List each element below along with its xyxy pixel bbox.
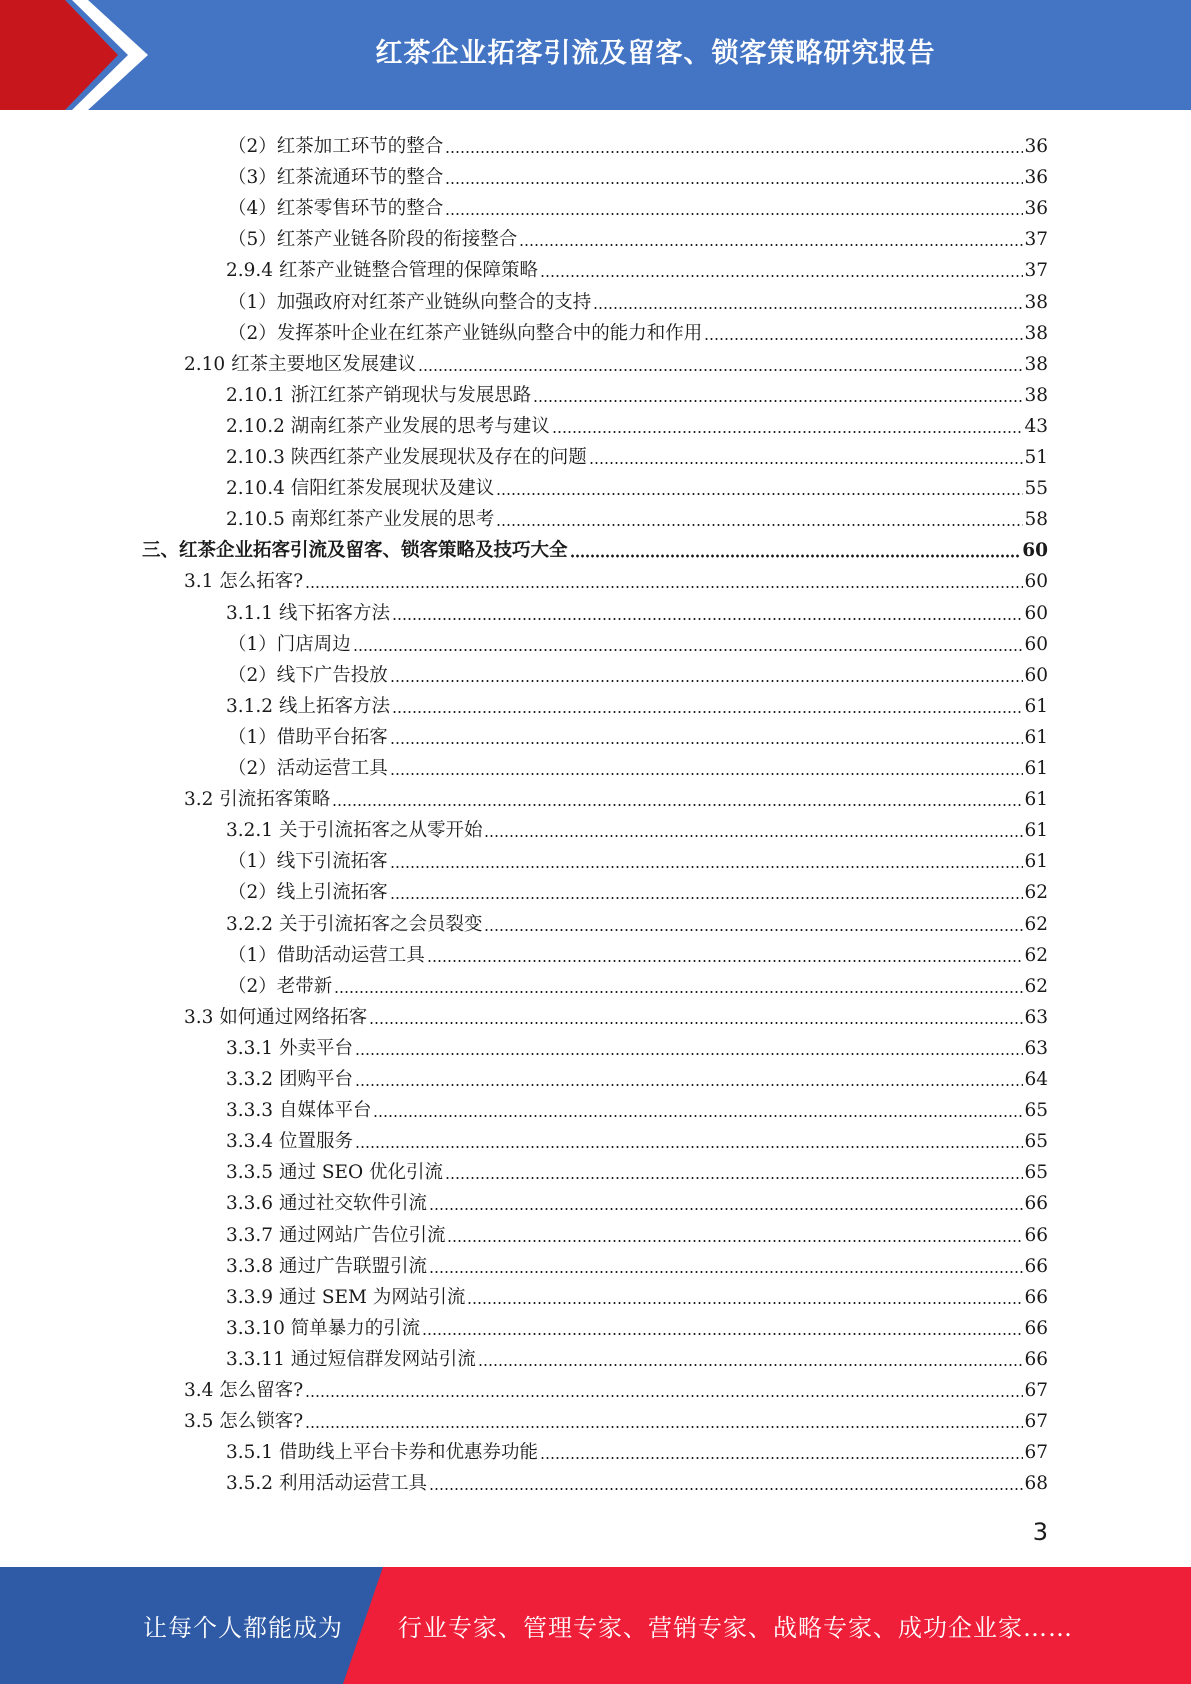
- toc-entry-page: 67: [1024, 1442, 1048, 1464]
- toc-leader-dots: [334, 990, 1023, 994]
- toc-entry-page: 61: [1024, 820, 1048, 842]
- toc-entry-page: 62: [1024, 882, 1048, 904]
- red-chevron-icon: [0, 0, 160, 110]
- toc-entry-page: 36: [1024, 167, 1048, 189]
- toc-entry[interactable]: [226, 1248, 1048, 1279]
- toc-entry[interactable]: [228, 626, 1048, 657]
- toc-entry-page: 37: [1024, 229, 1048, 251]
- toc-entry-label: 2.10.1 浙江红茶产销现状与发展思路: [226, 384, 532, 406]
- toc-entry-label: （2）活动运营工具: [228, 758, 388, 779]
- toc-entry[interactable]: [226, 1123, 1048, 1154]
- toc-entry-page: 37: [1024, 260, 1048, 282]
- toc-entry[interactable]: [226, 812, 1048, 843]
- toc-leader-dots: [445, 212, 1023, 216]
- toc-leader-dots: [392, 617, 1023, 621]
- footer-slogan-left: 让每个人都能成为: [143, 1614, 343, 1642]
- toc-leader-dots: [704, 337, 1023, 341]
- toc-entry-label: 3.3.3 自媒体平台: [226, 1100, 372, 1122]
- toc-entry-page: 58: [1024, 509, 1048, 531]
- toc-entry-label: 2.10 红茶主要地区发展建议: [184, 353, 417, 375]
- toc-entry-page: 66: [1024, 1317, 1048, 1339]
- toc-entry-label: 2.10.4 信阳红茶发展现状及建议: [226, 478, 495, 500]
- toc-entry-page: 67: [1024, 1411, 1048, 1433]
- toc-entry-page: 60: [1024, 633, 1048, 655]
- toc-entry[interactable]: [184, 1403, 1048, 1434]
- toc-entry[interactable]: [184, 346, 1048, 377]
- toc-entry-label: 3.5.1 借助线上平台卡券和优惠券功能: [226, 1442, 538, 1464]
- toc-leader-dots: [570, 554, 1022, 558]
- toc-entry[interactable]: [228, 874, 1048, 905]
- toc-entry-label: （2）发挥茶叶企业在红茶产业链纵向整合中的能力和作用: [228, 322, 703, 344]
- report-title: 红茶企业拓客引流及留客、锁客策略研究报告: [375, 37, 936, 69]
- toc-entry-page: 63: [1024, 1006, 1048, 1028]
- toc-leader-dots: [589, 461, 1024, 465]
- toc-entry[interactable]: [226, 1279, 1048, 1310]
- toc-entry-page: 66: [1024, 1255, 1048, 1277]
- toc-entry-label: 3.4 怎么留客?: [184, 1380, 304, 1401]
- toc-entry-label: 3.5.2 利用活动运营工具: [226, 1473, 427, 1495]
- toc-entry-label: 3.2 引流拓客策略: [184, 789, 331, 811]
- toc-entry-page: 64: [1024, 1069, 1048, 1090]
- toc-leader-dots: [593, 306, 1023, 310]
- toc-leader-dots: [390, 772, 1024, 776]
- toc-entry[interactable]: [228, 159, 1048, 190]
- toc-entry-label: 3.3 如何通过网络拓客: [184, 1006, 368, 1028]
- toc-leader-dots: [427, 959, 1024, 963]
- page-header: [0, 0, 1191, 110]
- toc-entry-page: 38: [1024, 322, 1048, 344]
- toc-entry-label: 2.10.3 陕西红茶产业发展现状及存在的问题: [226, 447, 587, 468]
- toc-entry[interactable]: [228, 937, 1048, 968]
- toc-entry[interactable]: [226, 408, 1048, 439]
- toc-entry-label: 3.3.8 通过广告联盟引流: [226, 1255, 427, 1277]
- toc-entry-label: （2）红茶加工环节的整合: [228, 136, 444, 157]
- toc-entry-page: 63: [1024, 1037, 1048, 1059]
- toc-leader-dots: [390, 896, 1024, 900]
- toc-entry[interactable]: [184, 999, 1048, 1030]
- toc-entry[interactable]: [184, 1372, 1048, 1403]
- toc-entry-label: 3.2.1 关于引流拓客之从零开始: [226, 820, 483, 842]
- toc-entry-label: 三、红茶企业拓客引流及留客、锁客策略及技巧大全: [142, 540, 568, 562]
- toc-leader-dots: [445, 150, 1023, 154]
- toc-entry[interactable]: [226, 1341, 1048, 1372]
- toc-leader-dots: [533, 399, 1023, 403]
- toc-entry-page: 62: [1024, 913, 1048, 935]
- toc-entry-label: 3.3.11 通过短信群发网站引流: [226, 1348, 476, 1370]
- toc-leader-dots: [467, 1301, 1023, 1305]
- toc-entry-label: 3.1.1 线下拓客方法: [226, 602, 390, 624]
- toc-leader-dots: [422, 1332, 1023, 1336]
- toc-leader-dots: [478, 1363, 1024, 1367]
- toc-entry-label: （2）线下广告投放: [228, 664, 388, 686]
- toc-leader-dots: [369, 1021, 1023, 1025]
- toc-entry[interactable]: [228, 190, 1048, 221]
- toc-entry-label: 3.1.2 线上拓客方法: [226, 695, 390, 717]
- toc-entry-page: 60: [1024, 571, 1048, 593]
- toc-entry-label: （1）加强政府对红茶产业链纵向整合的支持: [228, 291, 592, 313]
- toc-leader-dots: [552, 430, 1024, 434]
- toc-entry[interactable]: [228, 750, 1048, 781]
- toc-entry-page: 62: [1024, 944, 1048, 966]
- toc-entry-page: 43: [1024, 415, 1048, 437]
- toc-entry[interactable]: [226, 501, 1048, 532]
- toc-leader-dots: [445, 1176, 1023, 1180]
- toc-entry[interactable]: [226, 906, 1048, 937]
- toc-entry-page: 62: [1024, 975, 1048, 997]
- toc-entry[interactable]: [142, 532, 1048, 563]
- toc-leader-dots: [447, 1239, 1023, 1243]
- toc-entry-page: 60: [1024, 664, 1048, 686]
- toc-leader-dots: [540, 1456, 1023, 1460]
- toc-leader-dots: [418, 368, 1023, 372]
- toc-entry-label: （5）红茶产业链各阶段的衔接整合: [228, 229, 518, 251]
- toc-entry[interactable]: [226, 1092, 1048, 1123]
- toc-leader-dots: [355, 1145, 1024, 1149]
- toc-entry-page: 66: [1024, 1286, 1048, 1308]
- toc-entry-page: 68: [1024, 1473, 1048, 1495]
- toc-entry-page: 36: [1024, 136, 1048, 157]
- toc-entry[interactable]: [226, 1185, 1048, 1216]
- toc-entry-page: 61: [1024, 789, 1048, 811]
- toc-entry-label: 3.1 怎么拓客?: [184, 571, 304, 593]
- toc-entry-label: （1）线下引流拓客: [228, 851, 388, 873]
- toc-entry-page: 65: [1024, 1100, 1048, 1122]
- toc-entry-label: 3.3.7 通过网站广告位引流: [226, 1224, 446, 1246]
- toc-leader-dots: [484, 834, 1023, 838]
- toc-leader-dots: [519, 243, 1023, 247]
- toc-entry-label: 3.3.5 通过 SEO 优化引流: [226, 1162, 444, 1184]
- toc-entry[interactable]: [226, 1465, 1048, 1496]
- toc-entry-label: 3.3.4 位置服务: [226, 1131, 353, 1153]
- toc-entry[interactable]: [228, 657, 1048, 688]
- toc-leader-dots: [305, 1394, 1023, 1398]
- toc-entry-label: 2.10.5 南郑红茶产业发展的思考: [226, 509, 495, 531]
- toc-entry[interactable]: [226, 1061, 1048, 1092]
- toc-entry-label: 3.3.9 通过 SEM 为网站引流: [226, 1286, 466, 1308]
- toc-entry-label: 3.3.1 外卖平台: [226, 1037, 353, 1059]
- toc-entry-label: 3.3.6 通过社交软件引流: [226, 1193, 427, 1215]
- toc-entry[interactable]: [226, 1434, 1048, 1465]
- toc-entry[interactable]: [184, 563, 1048, 594]
- page-number: 3: [1032, 1518, 1048, 1546]
- toc-entry[interactable]: [226, 377, 1048, 408]
- toc-entry-page: 65: [1024, 1131, 1048, 1153]
- toc-leader-dots: [429, 1487, 1023, 1491]
- toc-entry[interactable]: [226, 1217, 1048, 1248]
- toc-leader-dots: [496, 523, 1023, 527]
- toc-entry-page: 61: [1024, 726, 1048, 748]
- toc-entry[interactable]: [228, 221, 1048, 252]
- toc-leader-dots: [540, 274, 1023, 278]
- toc-leader-dots: [445, 181, 1023, 185]
- toc-entry-page: 60: [1022, 540, 1048, 562]
- toc-entry-label: （1）借助平台拓客: [228, 726, 388, 748]
- toc-leader-dots: [390, 865, 1024, 869]
- toc-leader-dots: [305, 1425, 1023, 1429]
- toc-entry[interactable]: [226, 1310, 1048, 1341]
- toc-entry[interactable]: [226, 1030, 1048, 1061]
- page-footer: [0, 1567, 1191, 1684]
- toc-entry-page: 61: [1024, 758, 1048, 779]
- toc-entry-page: 38: [1024, 384, 1048, 406]
- toc-entry-page: 51: [1024, 447, 1048, 468]
- toc-leader-dots: [496, 492, 1023, 496]
- toc-entry-page: 55: [1024, 478, 1048, 500]
- toc-entry-label: 2.9.4 红茶产业链整合管理的保障策略: [226, 260, 538, 282]
- toc-leader-dots: [390, 679, 1024, 683]
- toc-leader-dots: [355, 1052, 1024, 1056]
- toc-entry[interactable]: [228, 719, 1048, 750]
- toc-entry-label: 3.2.2 关于引流拓客之会员裂变: [226, 913, 483, 935]
- toc-leader-dots: [332, 803, 1023, 807]
- toc-leader-dots: [429, 1270, 1023, 1274]
- footer-slogan-right: 行业专家、管理专家、营销专家、战略专家、成功企业家……: [398, 1614, 1073, 1642]
- toc-entry-page: 36: [1024, 198, 1048, 220]
- toc-entry[interactable]: [226, 252, 1048, 283]
- toc-leader-dots: [355, 1083, 1024, 1087]
- toc-entry-page: 66: [1024, 1224, 1048, 1246]
- toc-entry-page: 38: [1024, 353, 1048, 375]
- toc-entry-label: （1）借助活动运营工具: [228, 944, 425, 966]
- toc-leader-dots: [373, 1114, 1023, 1118]
- toc-entry[interactable]: [228, 128, 1048, 159]
- toc-entry-label: （2）线上引流拓客: [228, 882, 388, 904]
- toc-entry[interactable]: [226, 1154, 1048, 1185]
- toc-leader-dots: [305, 585, 1023, 589]
- toc-entry[interactable]: [228, 968, 1048, 999]
- toc-entry-label: 3.3.10 简单暴力的引流: [226, 1317, 421, 1339]
- toc-entry[interactable]: [226, 439, 1048, 470]
- toc-entry[interactable]: [228, 315, 1048, 346]
- toc-entry-label: （1）门店周边: [228, 633, 351, 655]
- toc-entry-page: 61: [1024, 851, 1048, 873]
- toc-entry-label: （3）红茶流通环节的整合: [228, 167, 444, 189]
- toc-entry[interactable]: [228, 843, 1048, 874]
- toc-leader-dots: [392, 710, 1023, 714]
- toc-entry-label: 3.3.2 团购平台: [226, 1069, 353, 1090]
- toc-entry-label: 3.5 怎么锁客?: [184, 1411, 304, 1433]
- toc-leader-dots: [429, 1207, 1023, 1211]
- toc-entry[interactable]: [228, 284, 1048, 315]
- toc-entry-page: 60: [1024, 602, 1048, 624]
- toc-leader-dots: [484, 928, 1023, 932]
- toc-entry-label: （2）老带新: [228, 975, 333, 997]
- toc-leader-dots: [353, 648, 1024, 652]
- toc-entry[interactable]: [226, 688, 1048, 719]
- toc-entry-page: 67: [1024, 1380, 1048, 1401]
- toc-entry-page: 61: [1024, 695, 1048, 717]
- toc-entry-label: （4）红茶零售环节的整合: [228, 198, 444, 220]
- toc-entry[interactable]: [184, 781, 1048, 812]
- toc-entry-page: 66: [1024, 1193, 1048, 1215]
- toc-entry-label: 2.10.2 湖南红茶产业发展的思考与建议: [226, 415, 550, 437]
- toc-entry-page: 65: [1024, 1162, 1048, 1184]
- toc-entry[interactable]: [226, 470, 1048, 501]
- toc-leader-dots: [390, 741, 1024, 745]
- toc-entry-page: 38: [1024, 291, 1048, 313]
- toc-entry-page: 66: [1024, 1348, 1048, 1370]
- toc-entry[interactable]: [226, 595, 1048, 626]
